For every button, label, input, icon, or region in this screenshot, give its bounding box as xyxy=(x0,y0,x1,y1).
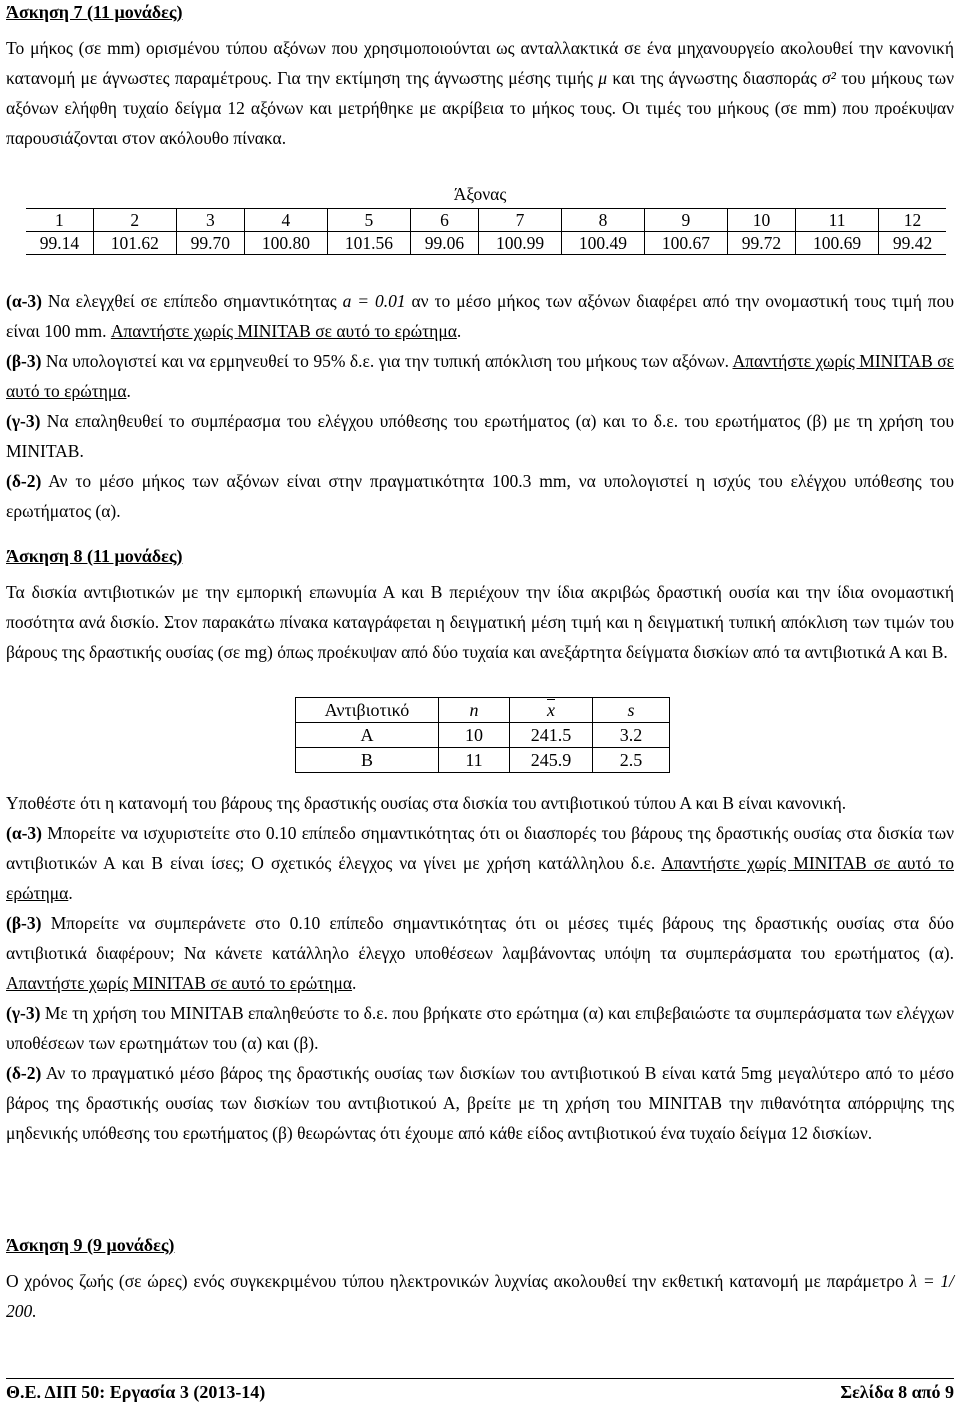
exercise-7-questions xyxy=(6,286,954,526)
question-8c: (γ-3) Με τη χρήση του MINITAB επαληθεύστε το δ.ε. που βρήκατε στο ερώτημα (α) και επιβεβαιώστε τα συμπεράσματα των ελέγχων υποθέσεων των ερωτημάτων του (α) και (β). xyxy=(6,1003,954,1053)
table-cell: 2.5 xyxy=(593,748,670,773)
axes-table xyxy=(26,208,946,255)
axis-id: 2 xyxy=(93,209,176,232)
table-row xyxy=(296,723,670,748)
axis-value: 100.67 xyxy=(644,232,727,255)
axis-value: 99.42 xyxy=(879,232,946,255)
axis-id: 4 xyxy=(244,209,327,232)
antibiotic-table-header xyxy=(296,698,670,723)
axis-value: 100.69 xyxy=(796,232,879,255)
header-cell: Αντιβιοτικό xyxy=(296,698,439,723)
table-cell: A xyxy=(296,723,439,748)
table-cell: 245.9 xyxy=(510,748,593,773)
question-7a: (α-3) Να ελεγχθεί σε επίπεδο σημαντικότητας a = 0.01 αν το μέσο μήκος των αξόνων διαφέρει από την ονομαστική τους τιμή που είναι 100 mm. Απαντήστε χωρίς MINITAB σε αυτό το ερώτημα. xyxy=(6,291,955,341)
question-8d: (δ-2) Αν το πραγματικό μέσο βάρος της δραστικής ουσίας των δισκίων του αντιβιοτικού Β είναι κατά 5mg μεγαλύτερο από το μέσο βάρος της δραστικής ουσίας των δισκίων του αντιβιοτικού Α, βρείτε με τη χρήση του MINITAB την πιθανότητα απόρριψης της μηδενικής υπόθεσης του ερωτήματος (β) θεωρώντας ότι έχουμε από κάθε είδος αντιβιοτικού ένα τυχαίο δείγμα 12 δισκίων. xyxy=(6,1063,954,1143)
axis-value: 99.72 xyxy=(727,232,795,255)
header-cell: n xyxy=(439,698,510,723)
table-cell: 3.2 xyxy=(593,723,670,748)
axis-id: 5 xyxy=(327,209,410,232)
exercise-8-title: Άσκηση 8 (11 μονάδες) xyxy=(6,546,183,566)
exercise-9-title: Άσκηση 9 (9 μονάδες) xyxy=(6,1235,175,1255)
table-cell: B xyxy=(296,748,439,773)
exercise-7-title: Άσκηση 7 (11 μονάδες) xyxy=(6,2,183,22)
antibiotic-table xyxy=(295,697,670,773)
question-7c: (γ-3) Να επαληθευθεί το συμπέρασμα του ελέγχου υπόθεσης του ερωτήματος (α) και το δ.ε. του ερωτήματος (β) με τη χρήση του MINITAB. xyxy=(6,411,955,461)
axis-value: 100.49 xyxy=(561,232,644,255)
table-row xyxy=(296,748,670,773)
axis-value: 100.99 xyxy=(479,232,562,255)
axes-table-ids-row xyxy=(26,209,946,232)
exercise-9-body: Ο χρόνος ζωής (σε ώρες) ενός συγκεκριμένου τύπου ηλεκτρονικών λυχνίας ακολουθεί την εκθετική κατανομή με παράμετρο λ = 1/ 200. xyxy=(6,1271,955,1321)
assumption-text: Υποθέστε ότι η κατανομή του βάρους της δραστικής ουσίας στα δισκία του αντιβιοτικού τύπου Α και Β είναι κανονική. xyxy=(6,793,847,813)
axes-table-values-row xyxy=(26,232,946,255)
question-7b: (β-3) Να υπολογιστεί και να ερμηνευθεί το 95% δ.ε. για την τυπική απόκλιση του μήκους των αξόνων. Απαντήστε χωρίς MINITAB σε αυτό το ερώτημα. xyxy=(6,351,954,401)
exercise-7-intro: Το μήκος (σε mm) ορισμένου τύπου αξόνων που χρησιμοποιούνται ως ανταλλακτικά σε ένα μηχανουργείο ακολουθεί την κανονική κατανομή με άγνωστες παραμέτρους. Για την εκτίμηση της άγνωστης μέσης τιμής μ και της άγνωστης διασποράς σ² του μήκους των αξόνων ελήφθη τυχαίο δείγμα 12 αξόνων και μετρήθηκε με ακρίβεια το μήκος τους. Οι τιμές του μήκους (σε mm) που προέκυψαν παρουσιάζονται στον ακόλουθο πίνακα. xyxy=(6,38,955,148)
exercise-8-intro: Τα δισκία αντιβιοτικών με την εμπορική επωνυμία Α και Β περιέχουν την ίδια ακριβώς δραστική ουσία και την ίδια ονομαστική ποσότητα ανά δισκίο. Στον παρακάτω πίνακα καταγράφεται η δειγματική μέση τιμή και η δειγματική τυπική απόκλιση των τιμών του βάρους της δραστικής ουσίας (σε mg) όπως προέκυψαν από δύο τυχαία και ανεξάρτητα δείγματα δισκίων από τα αντιβιοτικά Α και Β. xyxy=(6,582,954,662)
table-cell: 10 xyxy=(439,723,510,748)
axis-value: 101.56 xyxy=(327,232,410,255)
axis-id: 9 xyxy=(644,209,727,232)
axis-id: 6 xyxy=(410,209,478,232)
footer-page-number: Σελίδα 8 από 9 xyxy=(840,1382,954,1402)
axis-id: 11 xyxy=(796,209,879,232)
axis-value: 99.14 xyxy=(26,232,93,255)
footer-course: Θ.Ε. ΔΙΠ 50: Εργασία 3 (2013-14) xyxy=(6,1382,266,1402)
exercise-8-body xyxy=(6,788,954,1148)
question-8b: (β-3) Μπορείτε να συμπεράνετε στο 0.10 επίπεδο σημαντικότητας ότι οι μέσες τιμές βάρους της δραστικής ουσίας στα δύο αντιβιοτικά διαφέρουν; Να κάνετε κατάλληλο έλεγχο υποθέσεων λαμβάνοντας υπόψη τα συμπεράσματα του ερωτήματος (α). Απαντήστε χωρίς MINITAB σε αυτό το ερώτημα. xyxy=(6,913,954,993)
axis-value: 99.06 xyxy=(410,232,478,255)
axis-id: 3 xyxy=(176,209,244,232)
axis-id: 7 xyxy=(479,209,562,232)
header-cell: s xyxy=(593,698,670,723)
question-8a: (α-3) Μπορείτε να ισχυριστείτε στο 0.10 επίπεδο σημαντικότητας ότι οι διασπορές του βάρους της δραστικής ουσίας στα δισκία των αντιβιοτικών Α και Β είναι ίσες; Ο σχετικός έλεγχος να γίνει με χρήση κατάλληλου δ.ε. Απαντήστε χωρίς MINITAB σε αυτό το ερώτημα. xyxy=(6,823,955,903)
header-cell: $\overline{x}$ xyxy=(510,698,593,723)
axis-id: 1 xyxy=(26,209,93,232)
question-7d: (δ-2) Αν το μέσο μήκος των αξόνων είναι στην πραγματικότητα 100.3 mm, να υπολογιστεί η ισχύς του ελέγχου υπόθεσης του ερωτήματος (α). xyxy=(6,471,954,521)
table-cell: 241.5 xyxy=(510,723,593,748)
axis-id: 10 xyxy=(727,209,795,232)
axis-value: 99.70 xyxy=(176,232,244,255)
page-footer xyxy=(6,1378,954,1402)
axis-id: 8 xyxy=(561,209,644,232)
axes-table-caption: Άξονας xyxy=(453,184,507,204)
table-cell: 11 xyxy=(439,748,510,773)
axis-value: 101.62 xyxy=(93,232,176,255)
axis-id: 12 xyxy=(879,209,946,232)
axis-value: 100.80 xyxy=(244,232,327,255)
